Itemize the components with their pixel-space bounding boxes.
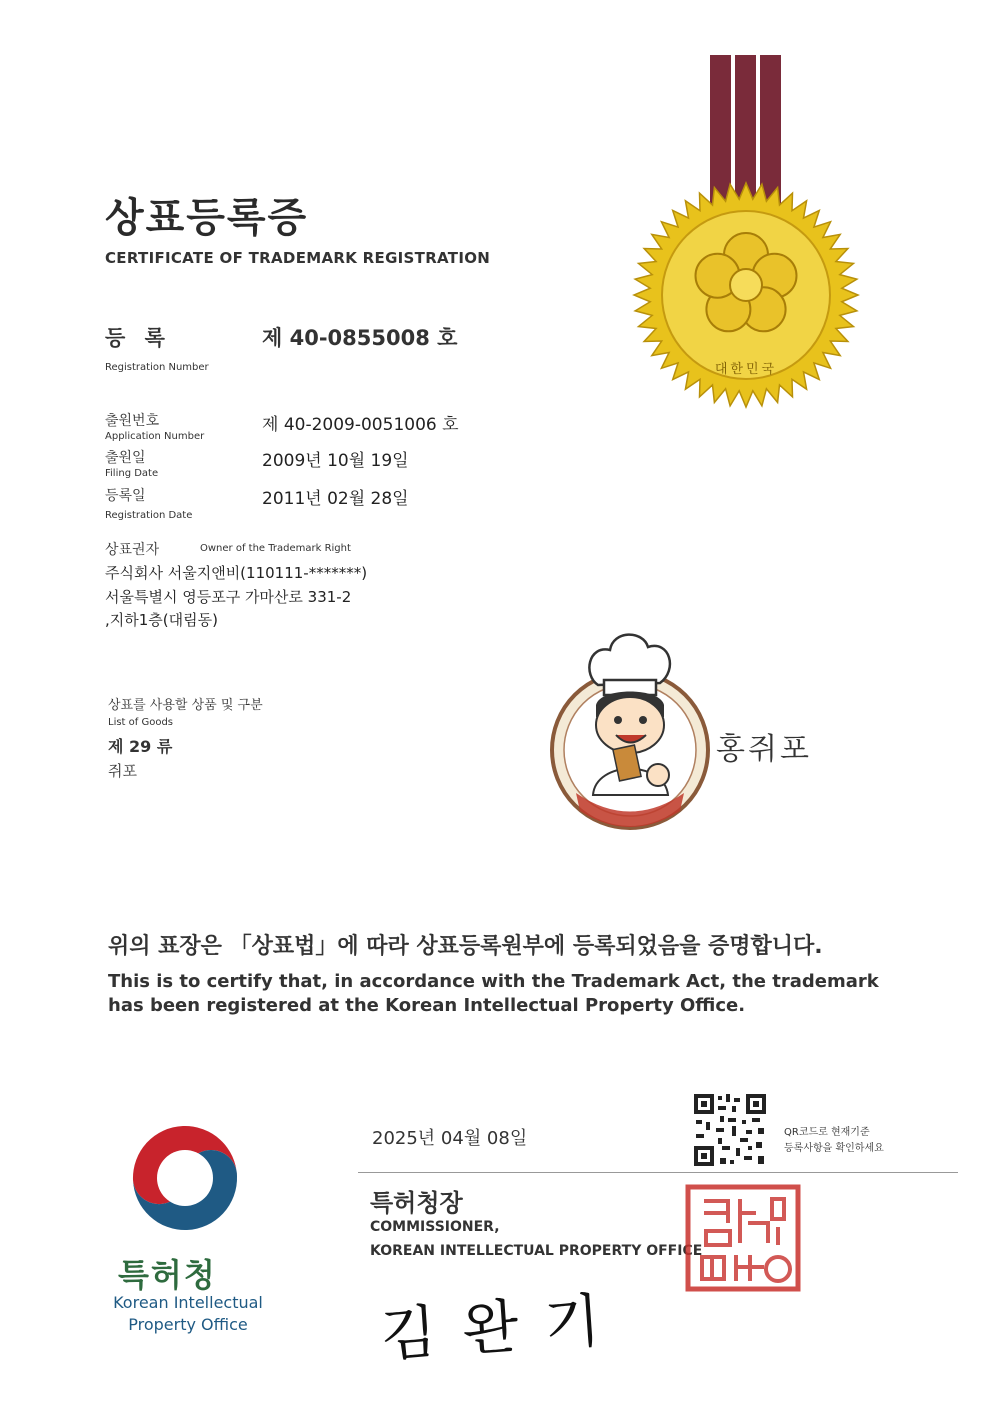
kipo-name-ko: 특허청 (118, 1256, 217, 1294)
trademark-logo-image (548, 625, 718, 865)
certification-statement-ko: 위의 표장은 「상표법」에 따라 상표등록원부에 등록되었음을 증명합니다. (108, 934, 823, 959)
application-number: 제 40-2009-0051006 호 (262, 415, 459, 435)
commissioner-en-line1: COMMISSIONER, (370, 1219, 500, 1235)
registration-label-en: Registration Number (105, 362, 209, 373)
signature-divider (358, 1172, 958, 1173)
commissioner-signature: 김완기 (378, 1284, 629, 1370)
qr-note-line2: 등록사항을 확인하세요 (784, 1143, 884, 1154)
registration-date: 2011년 02월 28일 (262, 489, 409, 509)
kipo-name-en-line2: Property Office (128, 1315, 248, 1334)
filing-label-en: Filing Date (105, 468, 159, 479)
filing-date: 2009년 10월 19일 (262, 451, 409, 471)
owner-address-line2: ,지하1층(대림동) (105, 611, 218, 629)
goods-class: 제 29 류 (108, 737, 173, 756)
certificate-title-en: CERTIFICATE OF TRADEMARK REGISTRATION (105, 249, 491, 267)
registration-date-label-en: Registration Date (105, 510, 193, 521)
commissioner-title-ko: 특허청장 (370, 1189, 463, 1217)
qr-note (784, 1125, 884, 1157)
registration-date-label-ko: 등록일 (105, 488, 146, 504)
kipo-emblem-icon (125, 1118, 245, 1238)
registration-label-ko: 등 록 (105, 326, 171, 350)
commissioner-title-en (370, 1215, 702, 1263)
certification-statement-en: This is to certify that, in accordance with the Trademark Act, the trademark has been registered at the Korean Intellectual Property Office. (108, 971, 879, 1016)
gold-seal-emblem (628, 55, 868, 420)
owner-address-line1: 서울특별시 영등포구 가마산로 331-2 (105, 588, 352, 606)
owner-label-ko: 상표권자 (105, 542, 160, 558)
registration-number: 제 40-0855008 호 (262, 326, 458, 350)
goods-label-ko: 상표를 사용할 상품 및 구분 (108, 698, 263, 713)
owner-label-en: Owner of the Trademark Right (200, 543, 351, 554)
application-label-ko: 출원번호 (105, 413, 160, 429)
certificate-title-ko: 상표등록증 (105, 195, 309, 241)
issue-date: 2025년 04월 08일 (372, 1128, 528, 1149)
owner-name: 주식회사 서울지앤비(110111-*******) (105, 564, 368, 582)
application-label-en: Application Number (105, 431, 205, 442)
qr-note-line1: QR코드로 현재기준 (784, 1127, 870, 1138)
commissioner-en-line2: KOREAN INTELLECTUAL PROPERTY OFFICE (370, 1243, 703, 1259)
seal-text: 대한민국 (714, 362, 778, 377)
seal-taegeuk-icon (730, 269, 762, 301)
official-stamp (684, 1183, 802, 1293)
qr-code-icon[interactable] (692, 1092, 768, 1168)
filing-label-ko: 출원일 (105, 450, 146, 466)
goods-label-en: List of Goods (108, 717, 174, 728)
kipo-name-en-line1: Korean Intellectual (113, 1293, 263, 1312)
kipo-name-en (108, 1292, 268, 1336)
trademark-wordmark: 홍쥐포 (716, 732, 812, 767)
goods-item: 쥐포 (108, 762, 137, 780)
